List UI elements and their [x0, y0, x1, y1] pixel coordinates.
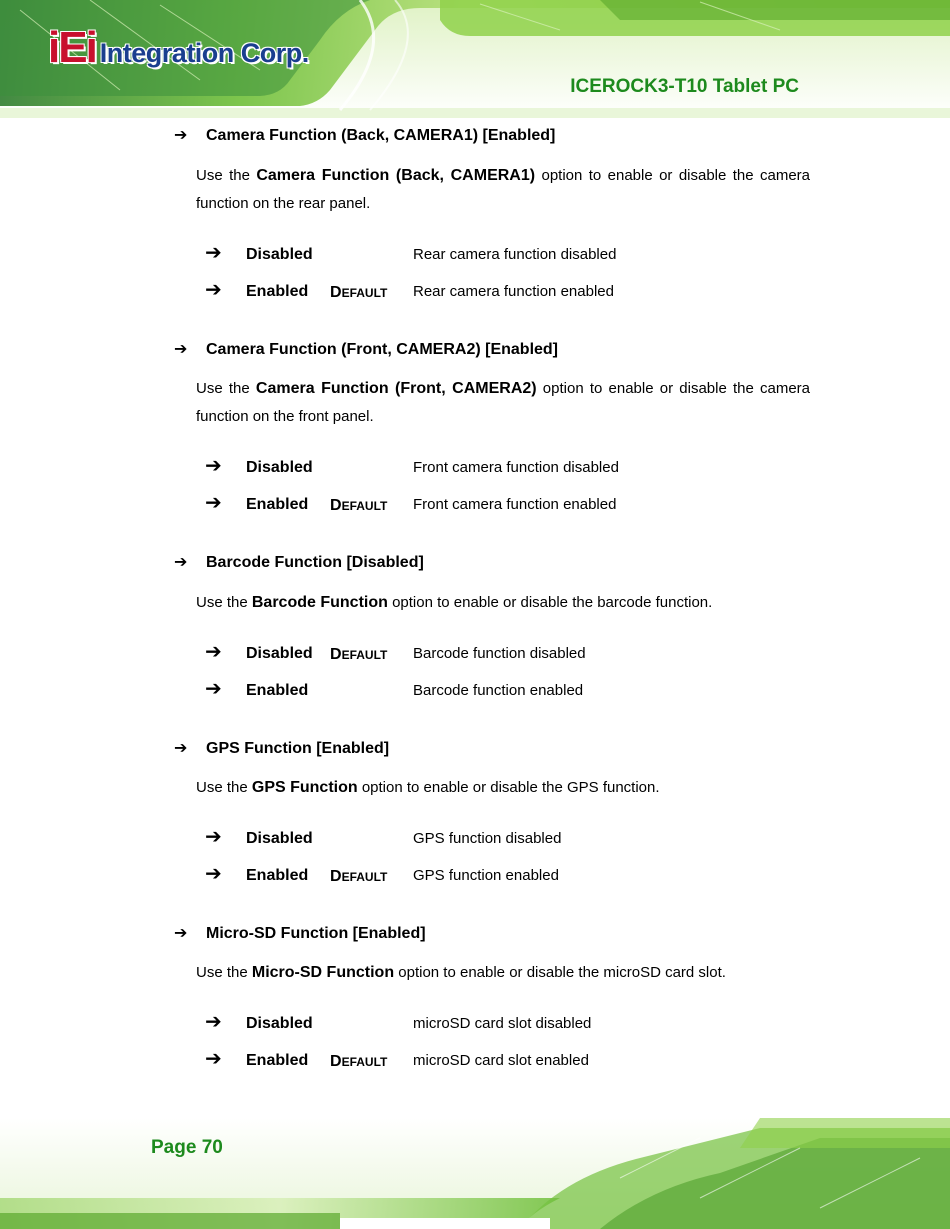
option-name: Disabled: [246, 246, 313, 263]
option-description: Front camera function disabled: [413, 459, 619, 476]
arrow-right-icon: ➔: [205, 279, 222, 301]
document-title: ICEROCK3-T10 Tablet PC: [570, 76, 799, 97]
desc-text: option to enable or disable the camera function on the front panel.: [196, 380, 811, 425]
option-description: Barcode function enabled: [413, 682, 584, 699]
desc-option-name: GPS Function: [251, 779, 358, 796]
option-name: Enabled: [246, 496, 309, 513]
desc-text: option to enable or disable the barcode function.: [392, 594, 713, 611]
section-description: [196, 589, 810, 617]
arrow-right-icon: ➔: [205, 1011, 222, 1033]
logo-mark: iEi: [48, 23, 96, 72]
desc-text: option to enable or disable the camera function on the rear panel.: [196, 167, 811, 212]
option-name: Enabled: [246, 867, 309, 884]
arrow-right-icon: ➔: [174, 341, 188, 358]
option-description: Rear camera function disabled: [413, 246, 617, 263]
section-title: [174, 923, 426, 943]
option-description: Barcode function disabled: [413, 645, 586, 662]
option-name: Enabled: [246, 682, 309, 699]
desc-text: option to enable or disable the microSD card slot.: [398, 964, 726, 981]
arrow-right-icon: ➔: [174, 925, 188, 942]
section-title: [174, 339, 558, 359]
desc-text: Use the: [196, 779, 248, 796]
arrow-right-icon: ➔: [205, 641, 222, 663]
section-description: [196, 774, 810, 802]
arrow-right-icon: ➔: [174, 554, 188, 571]
section-description: [196, 375, 810, 431]
desc-option-name: Camera Function (Back, CAMERA1): [256, 167, 536, 184]
section-title-text: Camera Function (Back, CAMERA1) [Enabled]: [206, 127, 556, 144]
desc-text: Use the: [196, 167, 250, 184]
default-label: DEFAULT: [330, 1053, 388, 1070]
arrow-right-icon: ➔: [205, 678, 222, 700]
desc-text: Use the: [196, 380, 250, 397]
page-footer: [0, 1118, 950, 1229]
option-description: GPS function disabled: [413, 830, 562, 847]
desc-text: option to enable or disable the GPS function.: [361, 779, 660, 796]
default-label: DEFAULT: [330, 868, 388, 885]
desc-option-name: Camera Function (Front, CAMERA2): [255, 380, 537, 397]
section-title-text: Camera Function (Front, CAMERA2) [Enabled]: [206, 341, 559, 358]
option-description: GPS function enabled: [413, 867, 559, 884]
section-title-text: Barcode Function [Disabled]: [206, 554, 424, 571]
default-label: DEFAULT: [330, 646, 388, 663]
footer-banner-graphic: [0, 1118, 950, 1229]
arrow-right-icon: ➔: [205, 1048, 222, 1070]
desc-text: Use the: [196, 594, 248, 611]
default-label: DEFAULT: [330, 497, 388, 514]
section-description: [196, 162, 810, 218]
option-name: Disabled: [246, 459, 313, 476]
option-name: Enabled: [246, 1052, 309, 1069]
option-name: Disabled: [246, 645, 313, 662]
page-header: [0, 0, 950, 118]
company-logo: [48, 23, 309, 72]
arrow-right-icon: ➔: [205, 242, 222, 264]
arrow-right-icon: ➔: [205, 863, 222, 885]
section-title-text: GPS Function [Enabled]: [206, 740, 390, 757]
section-title: [174, 552, 424, 572]
default-label: DEFAULT: [330, 284, 388, 301]
arrow-right-icon: ➔: [205, 826, 222, 848]
option-name: Disabled: [246, 830, 313, 847]
option-name: Disabled: [246, 1015, 313, 1032]
option-description: microSD card slot enabled: [413, 1052, 589, 1069]
section-title-text: Micro-SD Function [Enabled]: [206, 925, 426, 942]
desc-option-name: Micro-SD Function: [251, 964, 395, 981]
logo-wordmark: Integration Corp.: [99, 38, 309, 68]
option-description: Rear camera function enabled: [413, 283, 614, 300]
page-number: Page 70: [151, 1137, 223, 1158]
arrow-right-icon: ➔: [174, 127, 188, 144]
desc-option-name: Barcode Function: [251, 594, 388, 611]
option-description: Front camera function enabled: [413, 496, 617, 513]
arrow-right-icon: ➔: [205, 455, 222, 477]
section-description: [196, 959, 810, 987]
desc-text: Use the: [196, 964, 248, 981]
section-title: [174, 125, 555, 145]
section-title: [174, 738, 389, 758]
arrow-right-icon: ➔: [205, 492, 222, 514]
option-description: microSD card slot disabled: [413, 1015, 592, 1032]
option-name: Enabled: [246, 283, 309, 300]
arrow-right-icon: ➔: [174, 740, 188, 757]
